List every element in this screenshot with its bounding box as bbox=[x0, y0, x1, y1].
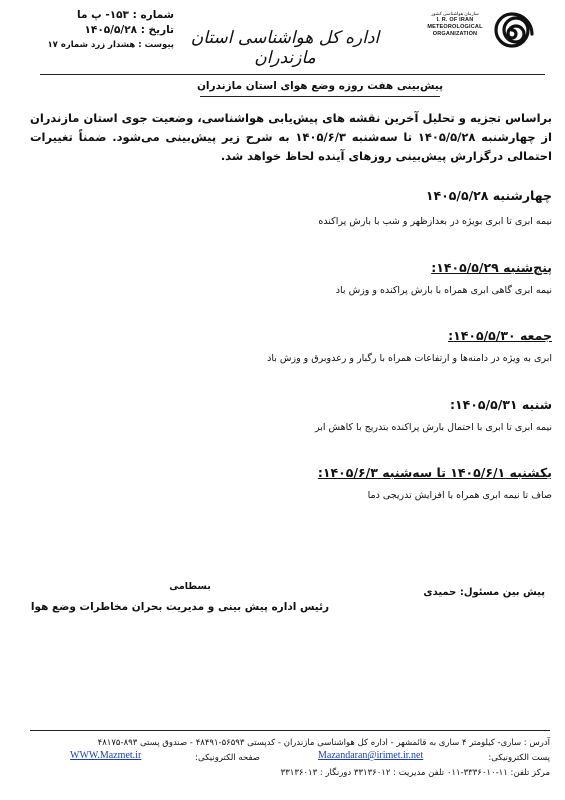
subject-underline bbox=[200, 96, 440, 97]
footer-website-link[interactable]: WWW.Mazmet.ir bbox=[70, 750, 142, 761]
signatory-role: رئیس اداره پیش بینی و مدیریت بحران مخاطرات وضع هوا bbox=[30, 601, 330, 613]
letter-number: شماره : ۱۵۳- پ ما bbox=[77, 9, 174, 21]
logo-text-small: سازمان هواشناسی کشور bbox=[431, 11, 479, 16]
logo-text-line-1: I. R. OF IRAN bbox=[436, 17, 474, 23]
day-5-title bbox=[30, 465, 552, 480]
logo-text-line-2: METEOROLOGICAL bbox=[427, 24, 483, 30]
footer-divider bbox=[30, 730, 550, 731]
logo-text-line-3: ORGANIZATION bbox=[432, 31, 478, 37]
footer-website-label: صفحه الکترونیکی: bbox=[195, 753, 260, 763]
forecast-subject: پیش‌بینی هفت روزه وضع هوای استان مازندران bbox=[196, 80, 444, 92]
forecaster-name: پیش بین مسئول: حمیدی bbox=[423, 587, 545, 598]
day-3-title-text: جمعه ۱۴۰۵/۵/۳۰: bbox=[448, 328, 552, 343]
footer-phones: مرکز تلفن: ۱۱-۳۳۳۶۰۱۰-۰۱۱ تلفن مدیریت : ۳۳۱۳۶۰۱۲ دورنگار : ۳۳۱۳۶۰۱۳ bbox=[280, 768, 550, 778]
signatory-name: بسطامی bbox=[169, 581, 211, 592]
header-divider bbox=[40, 74, 545, 75]
day-3-title bbox=[30, 328, 552, 343]
footer-address: آدرس : ساری- کیلومتر ۴ ساری به قائمشهر - اداره کل هواشناسی مازندران - کدپستی ۵۶۵۹۳-۴۸۴۹۱ - صندوق پستی ۸۹۳-۴۸۱۷۵ bbox=[97, 738, 550, 748]
day-3-text: ابری به ویژه در دامنه‌ها و ارتفاعات همراه با رگبار و رعدوبرق و وزش باد bbox=[267, 353, 552, 364]
organization-name: اداره کل هواشناسی استان مازندران bbox=[190, 28, 380, 68]
day-4-text: نیمه ابری تا ابری با احتمال بارش پراکنده بتدریج با کاهش ابر bbox=[314, 422, 552, 433]
footer-email-link[interactable]: Mazandaran@irimet.ir.net bbox=[318, 750, 424, 761]
day-1-title: چهارشنبه ۱۴۰۵/۵/۲۸ bbox=[425, 188, 552, 203]
day-4-title: شنبه ۱۴۰۵/۵/۳۱: bbox=[450, 397, 552, 412]
day-2-title-text: پنج‌شنبه ۱۴۰۵/۵/۲۹: bbox=[431, 260, 552, 275]
day-1-text: نیمه ابری تا ابری بویژه در بعدازظهر و شب با بارش پراکنده bbox=[318, 216, 552, 227]
letter-meta bbox=[14, 8, 174, 53]
day-5-title-text: یکشنبه ۱۴۰۵/۶/۱ تا سه‌شنبه ۱۴۰۵/۶/۳: bbox=[317, 465, 552, 480]
logo-text-block bbox=[426, 10, 484, 38]
meteorological-organization-logo bbox=[426, 6, 538, 62]
letter-date: تاریخ : ۱۴۰۵/۵/۲۸ bbox=[84, 24, 174, 36]
day-2-title bbox=[30, 260, 552, 275]
intro-paragraph: براساس تجزیه و تحلیل آخرین نقشه های پیش‌یابی هواشناسی، وضعیت جوی استان مازندران از چهارشنبه ۱۴۰۵/۵/۲۸ تا سه‌شنبه ۱۴۰۵/۶/۳ به شرح زیر پیش‌بینی می‌شود. ضمناً تغییرات احتمالی درگزارش پیش‌بینی روزهای آینده لحاظ خواهد شد. bbox=[30, 111, 552, 163]
letter-attachment: پیوست : هشدار زرد شماره ۱۷ bbox=[47, 40, 174, 50]
spiral-emblem-icon bbox=[486, 6, 538, 60]
day-5-text: صاف تا نیمه ابری همراه با افزایش تدریجی دما bbox=[367, 490, 552, 501]
day-2-text: نیمه ابری گاهی ابری همراه با بارش پراکنده و وزش باد bbox=[335, 285, 552, 296]
footer-email-label: پست الکترونیکی: bbox=[488, 753, 550, 763]
